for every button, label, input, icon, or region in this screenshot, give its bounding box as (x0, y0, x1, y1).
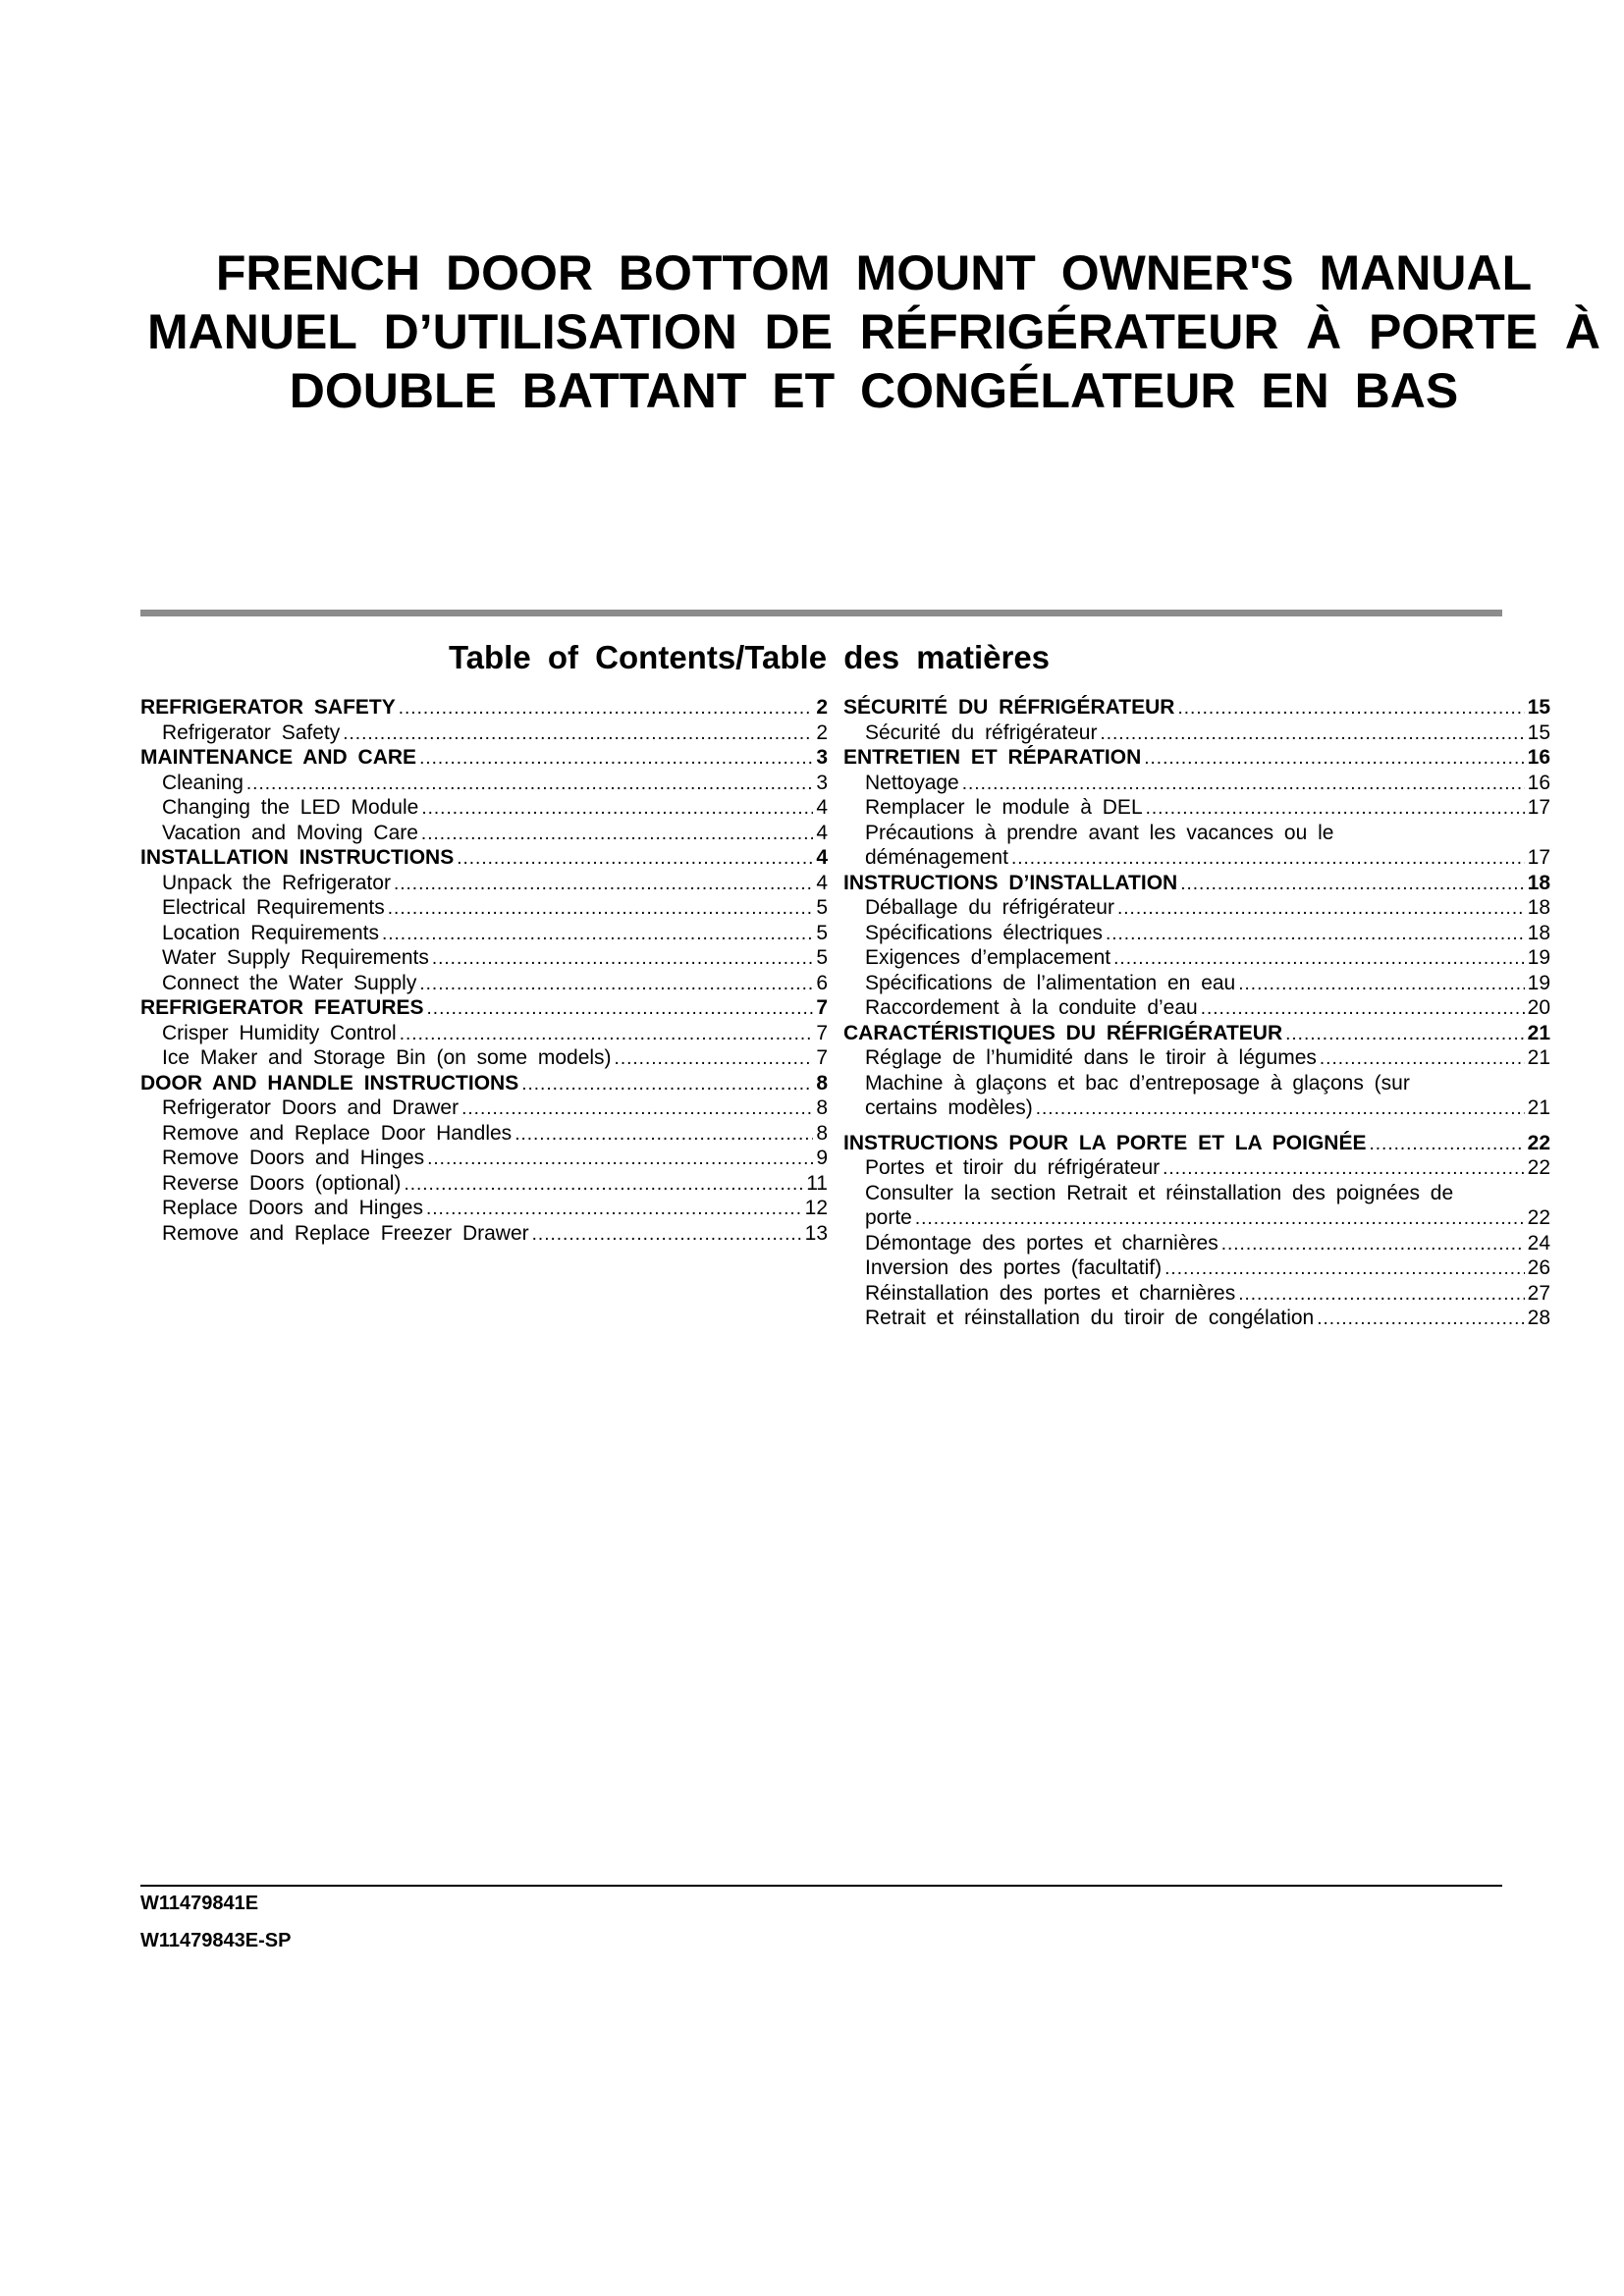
toc-entry-label: Sécurité du réfrigérateur (865, 721, 1098, 744)
toc-entry-page: 21 (1527, 1021, 1550, 1044)
toc-entry-label: Machine à glaçons et bac d’entreposage à glaçons (sur (865, 1071, 1410, 1095)
toc-entry-page: 22 (1527, 1206, 1550, 1229)
toc-leader-dots (382, 922, 813, 947)
footer-divider (140, 1885, 1502, 1887)
toc-entry[interactable] (843, 921, 1550, 946)
toc-entry[interactable] (140, 821, 828, 846)
toc-entry-label: Connect the Water Supply (162, 971, 417, 994)
toc-leader-dots (419, 746, 813, 772)
toc-entry-page: 22 (1527, 1131, 1550, 1154)
toc-entry-page: 4 (816, 871, 828, 894)
toc-leader-dots (532, 1222, 802, 1248)
toc-leader-dots (388, 896, 814, 922)
toc-entry[interactable] (140, 945, 828, 971)
toc-entry-page: 15 (1527, 721, 1550, 744)
toc-leader-dots (1106, 922, 1525, 947)
toc-entry-label: Vacation and Moving Care (162, 821, 418, 844)
toc-entry-label: Cleaning (162, 771, 244, 794)
toc-leader-dots (1317, 1307, 1524, 1332)
toc-entry[interactable] (140, 1095, 828, 1121)
toc-entry-page: 8 (816, 1071, 828, 1095)
toc-entry-page: 27 (1527, 1281, 1550, 1305)
toc-leader-dots (1238, 972, 1524, 997)
toc-entry-label: Spécifications de l’alimentation en eau (865, 971, 1236, 994)
toc-entry-label: REFRIGERATOR SAFETY (140, 696, 396, 719)
toc-entry-page: 8 (816, 1096, 828, 1119)
toc-entry-page: 9 (816, 1147, 828, 1169)
toc-entry-page: 15 (1527, 696, 1550, 719)
toc-leader-dots (521, 1072, 813, 1097)
toc-entry-label: INSTRUCTIONS D’INSTALLATION (843, 871, 1178, 894)
toc-section-entry[interactable] (140, 1071, 828, 1096)
toc-leader-dots (915, 1206, 1525, 1232)
toc-section-entry[interactable] (140, 995, 828, 1021)
toc-entry-label: déménagement (865, 846, 1008, 869)
toc-leader-dots (1285, 1022, 1525, 1047)
toc-leader-dots (426, 1197, 802, 1222)
toc-leader-dots (1238, 1282, 1524, 1308)
document-code-secondary: W11479843E-SP (140, 1930, 292, 1951)
toc-entry-label: Reverse Doors (optional) (162, 1171, 402, 1195)
toc-entry[interactable] (843, 771, 1550, 796)
toc-leader-dots (432, 946, 813, 972)
toc-entry-page: 18 (1527, 871, 1550, 894)
toc-entry-page: 16 (1527, 771, 1550, 794)
toc-leader-dots (1144, 746, 1524, 772)
toc-entry-label: Remplacer le module à DEL (865, 796, 1143, 819)
toc-entry-label: Déballage du réfrigérateur (865, 896, 1114, 919)
toc-entry[interactable] (140, 1146, 828, 1171)
toc-entry-label: ENTRETIEN ET RÉPARATION (843, 746, 1142, 769)
toc-entry-page: 7 (816, 1021, 828, 1044)
toc-entry-page: 20 (1527, 996, 1550, 1019)
toc-leader-dots (1100, 721, 1524, 747)
toc-entry[interactable] (843, 945, 1550, 971)
toc-entry[interactable] (843, 795, 1550, 821)
toc-leader-dots (1117, 896, 1525, 922)
toc-section-entry[interactable] (843, 695, 1550, 721)
toc-entry-page: 13 (804, 1221, 828, 1245)
toc-entry-page: 17 (1527, 796, 1550, 819)
toc-entry-label: MAINTENANCE AND CARE (140, 746, 417, 769)
toc-entry-label: Remove and Replace Freezer Drawer (162, 1221, 529, 1245)
toc-entry[interactable] (843, 1181, 1550, 1206)
toc-entry-page: 5 (816, 921, 828, 944)
toc-leader-dots (343, 721, 813, 747)
toc-entry-page: 24 (1527, 1231, 1550, 1255)
toc-column-french (843, 695, 1550, 1331)
toc-entry-page: 2 (816, 721, 828, 744)
toc-entry[interactable] (140, 721, 828, 746)
toc-entry-page: 5 (816, 896, 828, 919)
toc-entry-label: Remove and Replace Door Handles (162, 1121, 513, 1145)
toc-leader-dots (514, 1122, 813, 1148)
toc-entry-page: 8 (816, 1121, 828, 1145)
toc-entry-page: 26 (1527, 1256, 1550, 1279)
toc-leader-dots (427, 996, 814, 1022)
toc-entry-label: Crisper Humidity Control (162, 1021, 397, 1044)
toc-entry[interactable] (843, 971, 1550, 996)
toc-entry[interactable] (843, 1205, 1550, 1231)
toc-entry-page: 21 (1527, 1096, 1550, 1119)
toc-entry-page: 4 (816, 846, 828, 869)
toc-leader-dots (246, 772, 813, 797)
toc-leader-dots (1164, 1256, 1525, 1282)
toc-entry-label: Précautions à prendre avant les vacances ou le (865, 821, 1334, 844)
toc-leader-dots (421, 822, 813, 847)
toc-entry[interactable] (843, 1155, 1550, 1181)
toc-entry-label: Replace Doors and Hinges (162, 1197, 423, 1219)
toc-section-entry[interactable] (140, 845, 828, 871)
toc-section-entry[interactable] (843, 871, 1550, 896)
toc-leader-dots (1146, 796, 1525, 822)
toc-entry-page: 21 (1527, 1046, 1550, 1069)
toc-entry-label: Retrait et réinstallation du tiroir de congélation (865, 1307, 1315, 1329)
toc-entry[interactable] (843, 995, 1550, 1021)
toc-leader-dots (461, 1096, 813, 1122)
title-french: MANUEL D’UTILISATION DE RÉFRIGÉRATEUR À PORTE À DOUBLE BATTANT ET CONGÉLATEUR EN BAS (147, 304, 1600, 418)
toc-entry[interactable] (843, 1071, 1550, 1096)
toc-entry-label: certains modèles) (865, 1096, 1033, 1119)
toc-leader-dots (615, 1046, 814, 1072)
toc-leader-dots (1113, 946, 1525, 972)
toc-entry-label: INSTALLATION INSTRUCTIONS (140, 846, 455, 869)
toc-section-entry[interactable] (843, 1131, 1550, 1156)
toc-leader-dots (457, 846, 813, 872)
toc-entry[interactable] (140, 1045, 828, 1071)
toc-entry-page: 7 (816, 996, 828, 1019)
toc-entry-label: Consulter la section Retrait et réinstallation des poignées de (865, 1181, 1454, 1204)
toc-entry-page: 19 (1527, 946, 1550, 969)
toc-entry-page: 5 (816, 946, 828, 969)
toc-entry-page: 6 (816, 971, 828, 994)
toc-section-entry[interactable] (843, 1021, 1550, 1046)
toc-entry-page: 2 (816, 696, 828, 719)
toc-leader-dots (962, 772, 1525, 797)
toc-entry[interactable] (140, 1196, 828, 1221)
toc-entry-label: Spécifications électriques (865, 921, 1103, 944)
toc-entry[interactable] (140, 895, 828, 921)
toc-entry-page: 17 (1527, 846, 1550, 869)
toc-entry-page: 4 (816, 821, 828, 844)
toc-entry-label: Refrigerator Doors and Drawer (162, 1096, 460, 1119)
toc-leader-dots (419, 972, 813, 997)
toc-entry-label: Location Requirements (162, 921, 379, 944)
toc-entry-label: Refrigerator Safety (162, 721, 341, 744)
toc-entry[interactable] (843, 1255, 1550, 1281)
toc-entry-label: Ice Maker and Storage Bin (on some models) (162, 1046, 612, 1069)
toc-entry-label: REFRIGERATOR FEATURES (140, 996, 424, 1019)
toc-entry-label: Réinstallation des portes et charnières (865, 1281, 1236, 1305)
toc-entry-label: Remove Doors and Hinges (162, 1147, 425, 1169)
toc-entry[interactable] (140, 871, 828, 896)
toc-entry-label: Electrical Requirements (162, 896, 385, 919)
toc-entry-label: CARACTÉRISTIQUES DU RÉFRIGÉRATEUR (843, 1021, 1283, 1044)
toc-entry-label: Nettoyage (865, 771, 959, 794)
toc-entry[interactable] (843, 1045, 1550, 1071)
document-code-primary: W11479841E (140, 1893, 259, 1914)
toc-entry-page: 4 (816, 796, 828, 819)
toc-entry[interactable] (140, 1121, 828, 1147)
toc-entry-label: Raccordement à la conduite d’eau (865, 996, 1198, 1019)
toc-entry[interactable] (843, 845, 1550, 871)
toc-entry[interactable] (843, 821, 1550, 846)
toc-entry[interactable] (843, 1095, 1550, 1121)
toc-entry-label: Changing the LED Module (162, 796, 419, 819)
toc-entry-page: 3 (816, 746, 828, 769)
toc-column-english (140, 695, 828, 1246)
toc-entry-page: 3 (816, 771, 828, 794)
title-english: FRENCH DOOR BOTTOM MOUNT OWNER'S MANUAL (215, 245, 1533, 300)
toc-entry-page: 12 (804, 1197, 828, 1219)
toc-leader-dots (1163, 1156, 1525, 1182)
toc-entry-page: 18 (1527, 896, 1550, 919)
toc-leader-dots (399, 696, 814, 721)
toc-entry[interactable] (843, 1281, 1550, 1307)
toc-entry-label: Portes et tiroir du réfrigérateur (865, 1156, 1161, 1179)
title-divider (140, 610, 1502, 616)
toc-entry-page: 16 (1527, 746, 1550, 769)
toc-entry-page: 19 (1527, 971, 1550, 994)
toc-entry[interactable] (140, 1171, 828, 1197)
toc-entry[interactable] (843, 895, 1550, 921)
toc-entry[interactable] (140, 795, 828, 821)
toc-entry-label: Réglage de l’humidité dans le tiroir à légumes (865, 1046, 1317, 1069)
toc-heading: Table of Contents/Table des matières (448, 639, 1051, 675)
toc-entry[interactable] (140, 1221, 828, 1247)
toc-entry-label: Water Supply Requirements (162, 946, 429, 969)
toc-entry[interactable] (140, 1021, 828, 1046)
toc-entry-page: 18 (1527, 921, 1550, 944)
toc-leader-dots (1320, 1046, 1525, 1072)
toc-entry[interactable] (140, 771, 828, 796)
toc-section-entry[interactable] (140, 745, 828, 771)
toc-entry-page: 28 (1527, 1307, 1550, 1329)
toc-entry-label: DOOR AND HANDLE INSTRUCTIONS (140, 1071, 519, 1095)
toc-entry[interactable] (843, 721, 1550, 746)
toc-leader-dots (427, 1147, 813, 1172)
toc-entry[interactable] (140, 971, 828, 996)
toc-leader-dots (1369, 1132, 1524, 1157)
toc-entry[interactable] (843, 1306, 1550, 1331)
toc-leader-dots (421, 796, 813, 822)
toc-leader-dots (1180, 872, 1524, 897)
toc-entry-label: SÉCURITÉ DU RÉFRIGÉRATEUR (843, 696, 1175, 719)
toc-entry-label: INSTRUCTIONS POUR LA PORTE ET LA POIGNÉE (843, 1131, 1367, 1154)
toc-entry-page: 7 (816, 1046, 828, 1069)
toc-leader-dots (1221, 1232, 1525, 1257)
manual-title (147, 243, 1600, 420)
toc-leader-dots (1177, 696, 1524, 721)
toc-leader-dots (400, 1022, 814, 1047)
toc-entry-page: 22 (1527, 1156, 1550, 1179)
toc-leader-dots (404, 1172, 803, 1198)
toc-entry-label: Unpack the Refrigerator (162, 871, 391, 894)
toc-entry-label: Inversion des portes (facultatif) (865, 1256, 1163, 1279)
toc-entry-label: Exigences d’emplacement (865, 946, 1111, 969)
toc-leader-dots (1036, 1096, 1525, 1122)
toc-section-entry[interactable] (843, 745, 1550, 771)
toc-entry-label: porte (865, 1206, 912, 1229)
toc-entry-page: 11 (806, 1171, 828, 1195)
toc-entry[interactable] (140, 921, 828, 946)
toc-leader-dots (1011, 846, 1525, 872)
toc-leader-dots (1201, 996, 1525, 1022)
toc-entry-label: Démontage des portes et charnières (865, 1231, 1218, 1255)
toc-section-entry[interactable] (140, 695, 828, 721)
toc-entry[interactable] (843, 1231, 1550, 1256)
toc-leader-dots (394, 872, 813, 897)
